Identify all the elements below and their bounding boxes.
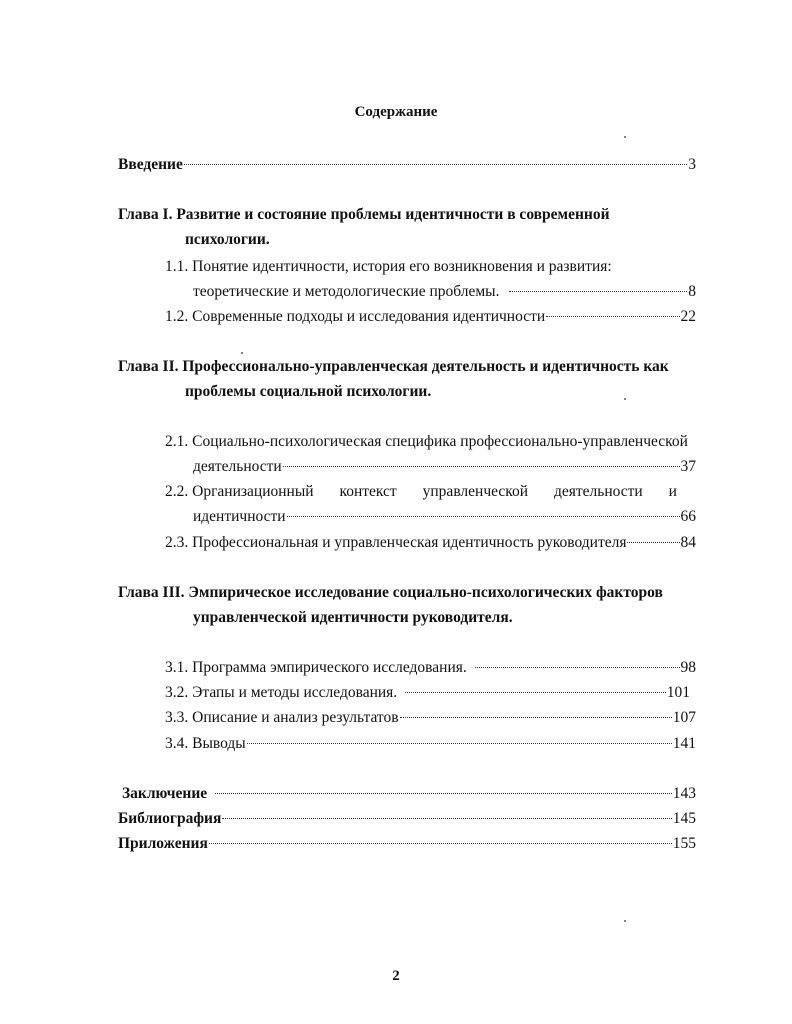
toc-1-2	[165, 307, 696, 327]
toc-conclusion-label: Заключение	[122, 785, 208, 802]
toc-2-2-page: 66	[680, 508, 696, 525]
toc-2-2-word: контекст	[339, 483, 397, 500]
toc-conclusion	[122, 784, 696, 804]
toc-intro	[118, 155, 696, 175]
toc-2-3-page: 84	[680, 534, 696, 551]
toc-3-3-page: 107	[672, 709, 696, 726]
toc-3-1-label: 3.1. Программа эмпирического исследования.	[165, 659, 467, 676]
chapter3-heading-line2: управленческой идентичности руководителя.	[193, 609, 513, 626]
toc-1-1-line1: 1.1. Понятие идентичности, история его возникновения и развития:	[165, 258, 612, 275]
toc-2-1-line1: 2.1. Социально-психологическая специфика профессионально-управленческой	[165, 433, 688, 450]
leader-dots	[627, 542, 679, 543]
toc-bibliography-page: 145	[672, 810, 696, 827]
toc-2-3	[165, 533, 696, 553]
toc-3-4	[165, 734, 696, 754]
toc-3-1	[165, 658, 696, 678]
leader-dots	[247, 743, 672, 744]
toc-2-2-line1	[165, 482, 677, 502]
leader-dots	[283, 466, 680, 467]
toc-2-2-word: деятельности	[554, 483, 643, 500]
toc-appendices-label: Приложения	[118, 835, 208, 852]
leader-dots	[509, 291, 687, 292]
toc-2-3-label: 2.3. Профессиональная и управленческая идентичность руководителя	[165, 534, 627, 551]
toc-bibliography	[118, 809, 696, 829]
chapter1-heading-line1: Глава I. Развитие и состояние проблемы идентичности в современной	[118, 206, 610, 223]
scan-speck	[624, 920, 626, 922]
scan-speck	[624, 398, 626, 400]
toc-appendices-page: 155	[672, 835, 696, 852]
toc-bibliography-label: Библиография	[118, 810, 222, 827]
toc-3-4-page: 141	[672, 735, 696, 752]
toc-1-2-label: 1.2. Современные подходы и исследования идентичности	[165, 308, 546, 325]
leader-dots	[400, 717, 672, 718]
page-title: Содержание	[354, 104, 438, 120]
toc-2-2-word: 2.2. Организационный	[165, 483, 314, 500]
toc-2-2	[193, 507, 696, 527]
leader-dots	[209, 843, 672, 844]
toc-2-2-line2: идентичности	[193, 508, 286, 525]
leader-dots	[546, 316, 679, 317]
toc-2-1-line2: деятельности	[193, 458, 282, 475]
toc-3-2	[165, 683, 690, 703]
page-number: 2	[392, 968, 400, 984]
leader-dots	[215, 793, 672, 794]
chapter2-heading-line1: Глава II. Профессионально-управленческая деятельность и идентичность как	[118, 358, 669, 375]
toc-1-1-line2: теоретические и методологические проблемы.	[193, 283, 500, 300]
toc-1-2-page: 22	[680, 308, 696, 325]
leader-dots	[405, 692, 666, 693]
toc-3-1-page: 98	[680, 659, 696, 676]
toc-intro-page: 3	[688, 156, 696, 173]
scan-speck	[624, 136, 626, 138]
toc-2-1	[193, 457, 696, 477]
chapter1-heading-line2: психологии.	[185, 231, 270, 248]
leader-dots	[475, 667, 680, 668]
toc-1-1-page: 8	[688, 283, 696, 300]
toc-2-2-word: управленческой	[422, 483, 529, 500]
toc-3-4-label: 3.4. Выводы	[165, 735, 246, 752]
toc-3-3-label: 3.3. Описание и анализ результатов	[165, 709, 399, 726]
scan-speck	[241, 352, 243, 354]
chapter3-heading-line1: Глава III. Эмпирическое исследование социально-психологических факторов	[118, 584, 663, 601]
leader-dots	[287, 516, 680, 517]
toc-2-1-page: 37	[680, 458, 696, 475]
leader-dots	[222, 818, 671, 819]
toc-2-2-word: и	[668, 483, 677, 500]
toc-intro-label: Введение	[118, 156, 183, 173]
toc-3-2-label: 3.2. Этапы и методы исследования.	[165, 684, 398, 701]
leader-dots	[184, 164, 687, 165]
toc-3-2-page: 101	[666, 684, 690, 701]
toc-conclusion-page: 143	[672, 785, 696, 802]
chapter2-heading-line2: проблемы социальной психологии.	[185, 383, 432, 400]
toc-1-1	[193, 282, 696, 302]
toc-appendices	[118, 834, 696, 854]
toc-3-3	[165, 708, 696, 728]
